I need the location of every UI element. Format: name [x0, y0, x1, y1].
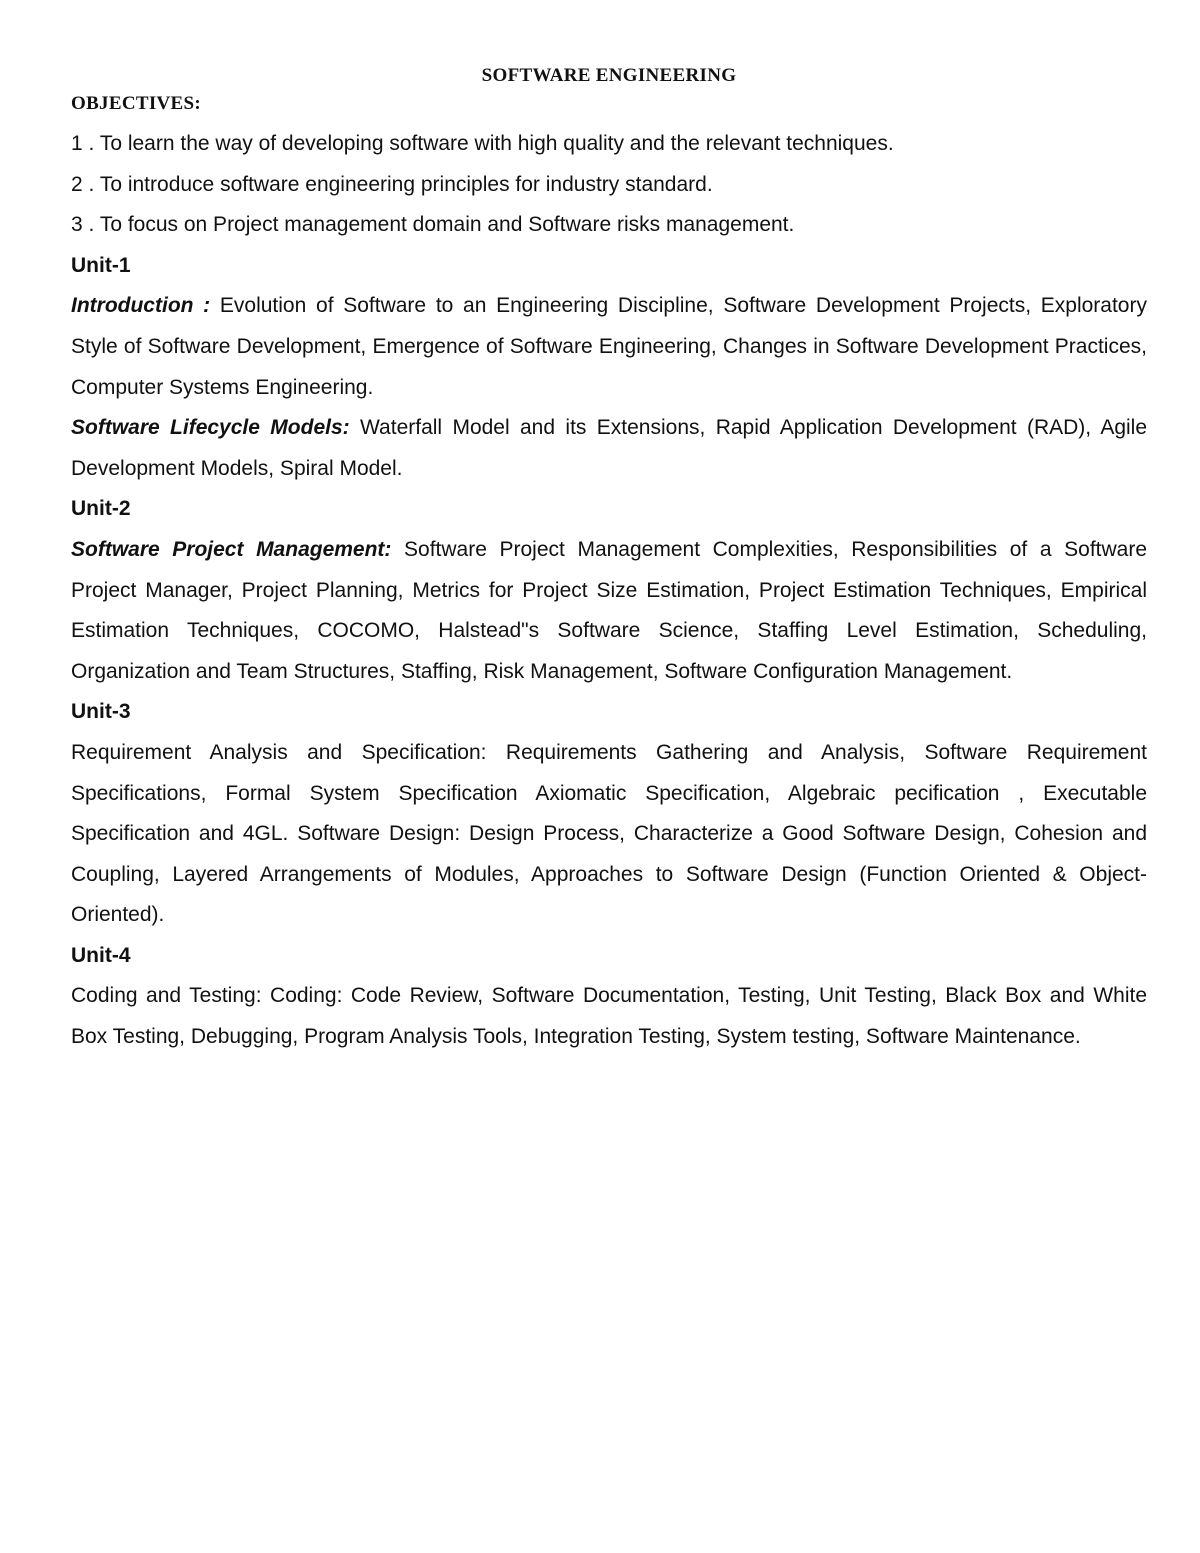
topic-text: Waterfall Model and its Extensions, Rapid Application Development (RAD), Agile Development Models, Spiral Model. [71, 416, 1148, 480]
unit-heading: Unit-3 [71, 700, 131, 724]
unit-paragraph [71, 530, 1147, 692]
unit-paragraph [71, 408, 1147, 489]
document-page [71, 62, 1147, 1058]
unit-heading: Unit-4 [71, 943, 131, 967]
topic-text: Software Project Management Complexities, Responsibilities of a Software Project Manager, Project Planning, Metrics for Project Size Estimation, Project Estimation Techniques, Empirical Estimation Techniques, COCOMO, Halstead"s Software Science, Staffing Level Estimation, Scheduling, Organization and Team Structures, Staffing, Risk Management, Software Configuration Management. [71, 537, 1148, 683]
objectives-heading: OBJECTIVES: [71, 93, 202, 114]
objective-text: To introduce software engineering principles for industry standard. [99, 172, 713, 196]
unit-paragraph: Requirement Analysis and Specification: Requirements Gathering and Analysis, Software Requirement Specifications, Formal System Specification Axiomatic Specification, Algebraic pecification , Executable Specification and 4GL. Software Design: Design Process, Characterize a Good Software Design, Cohesion and Coupling, Layered Arrangements of Modules, Approaches to Software Design (Function Oriented & Object-Oriented). [71, 740, 1147, 927]
topic-lead: Introduction : [71, 294, 211, 318]
objective-number: 2 . [71, 172, 95, 196]
objective-number: 3 . [71, 213, 95, 237]
unit-heading: Unit-2 [71, 497, 131, 521]
unit-2-section [71, 489, 1147, 692]
unit-1-section [71, 246, 1147, 490]
topic-text: Evolution of Software to an Engineering Discipline, Software Development Projects, Exploratory Style of Software Development, Emergence of Software Engineering, Changes in Software Development Practices, Computer Systems Engineering. [71, 294, 1147, 399]
unit-paragraph: Coding and Testing: Coding: Code Review, Software Documentation, Testing, Unit Testing, Black Box and White Box Testing, Debugging, Program Analysis Tools, Integration Testing, System testing, Software Maintenance. [71, 984, 1147, 1049]
objective-item [71, 165, 1147, 206]
objective-item [71, 205, 1147, 246]
objective-text: To learn the way of developing software with high quality and the relevant techniques. [99, 132, 894, 155]
unit-paragraph [71, 286, 1147, 408]
topic-lead: Software Project Management: [71, 537, 392, 561]
topic-lead: Software Lifecycle Models: [71, 416, 350, 440]
objectives-list [71, 124, 1147, 246]
objective-number: 1 . [71, 132, 95, 155]
unit-4-section [71, 936, 1147, 1058]
unit-3-section [71, 692, 1147, 936]
objective-item [71, 124, 1147, 165]
objective-text: To focus on Project management domain and Software risks management. [99, 213, 795, 237]
document-title: SOFTWARE ENGINEERING [481, 65, 737, 86]
unit-heading: Unit-1 [71, 253, 131, 277]
